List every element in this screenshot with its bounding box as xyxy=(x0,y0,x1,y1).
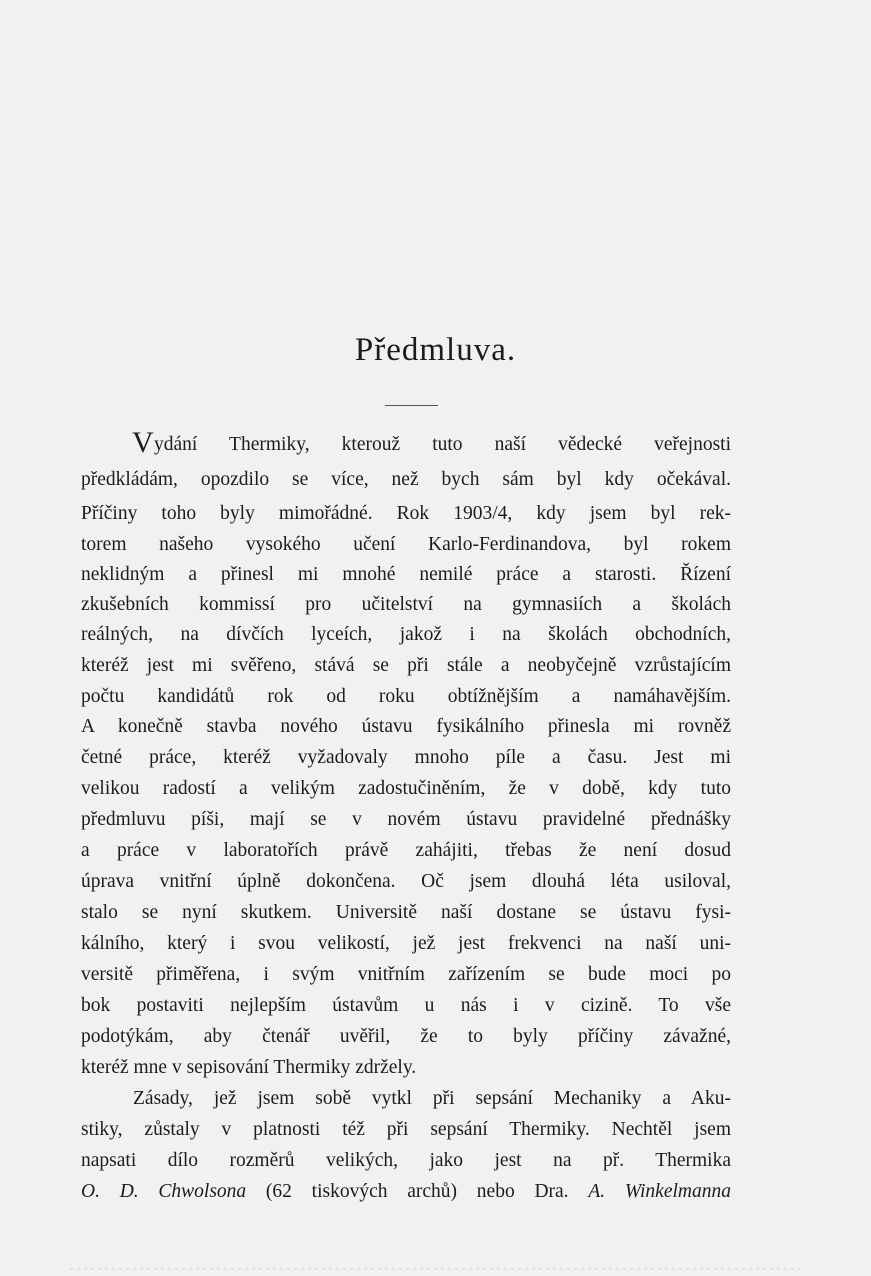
text-line: Zásady, jež jsem sobě vytkl při sepsání Mechaniky a Aku- xyxy=(133,1088,731,1109)
text-line: počtu kandidátů rok od roku obtížnějším a namáhavějším. xyxy=(81,686,731,707)
text-line: napsati dílo rozměrů velikých, jako jest na př. Thermika xyxy=(81,1150,731,1171)
text-line: stiky, zůstaly v platnosti též při sepsání Thermiky. Nechtěl jsem xyxy=(81,1119,731,1140)
text-line: četné práce, kteréž vyžadovaly mnoho píle a času. Jest mi xyxy=(81,747,731,768)
text-line: torem našeho vysokého učení Karlo-Ferdinandova, byl rokem xyxy=(81,534,731,555)
text-line: zkušebních kommissí pro učitelství na gymnasiích a školách xyxy=(81,594,731,615)
text-line: A konečně stavba nového ústavu fysikálního přinesla mi rovněž xyxy=(81,716,731,737)
text-line: V ydání Thermiky, kterouž tuto naší vědecké veřejnosti xyxy=(132,426,731,459)
text-line: kálního, který i svou velikostí, jež jest frekvenci na naší uni- xyxy=(81,933,731,954)
drop-cap: V xyxy=(132,426,154,459)
author-name: O. D. Chwolsona xyxy=(81,1181,247,1202)
text-line: kteréž jest mi svěřeno, stává se při stále a neobyčejně vzrůstajícím xyxy=(81,655,731,676)
author-name: A. Winkelmanna xyxy=(588,1181,731,1202)
page-title: Předmluva. xyxy=(354,332,517,368)
text-line: stalo se nyní skutkem. Universitě naší dostane se ústavu fysi- xyxy=(81,902,731,923)
scan-artifact xyxy=(70,1268,800,1270)
text-line: O. D. Chwolsona (62 tiskových archů) nebo Dra. A. Winkelmanna xyxy=(81,1181,731,1202)
text-line: předmluvu píši, mají se v novém ústavu pravidelné přednášky xyxy=(81,809,731,830)
text-line: bok postaviti nejlepším ústavům u nás i v cizině. To vše xyxy=(81,995,731,1016)
text-line: úprava vnitřní úplně dokončena. Oč jsem dlouhá léta usiloval, xyxy=(81,871,731,892)
text-line: a práce v laboratořích právě zahájiti, třebas že není dosud xyxy=(81,840,731,861)
text-line: Příčiny toho byly mimořádné. Rok 1903/4, kdy jsem byl rek- xyxy=(81,503,731,524)
text-line: podotýkám, aby čtenář uvěřil, že to byly příčiny závažné, xyxy=(81,1026,731,1047)
text-line: velikou radostí a velikým zadostučiněním, že v době, kdy tuto xyxy=(81,778,731,799)
text-line: kteréž mne v sepisování Thermiky zdržely. xyxy=(81,1057,417,1078)
text-line: reálných, na dívčích lyceích, jakož i na školách obchodních, xyxy=(81,624,731,645)
text-line: neklidným a přinesl mi mnohé nemilé práce a starosti. Řízení xyxy=(81,564,731,585)
text-line: předkládám, opozdilo se více, než bych sám byl kdy očekával. xyxy=(81,469,731,490)
text-line: versitě přiměřena, i svým vnitřním zařízením se bude moci po xyxy=(81,964,731,985)
